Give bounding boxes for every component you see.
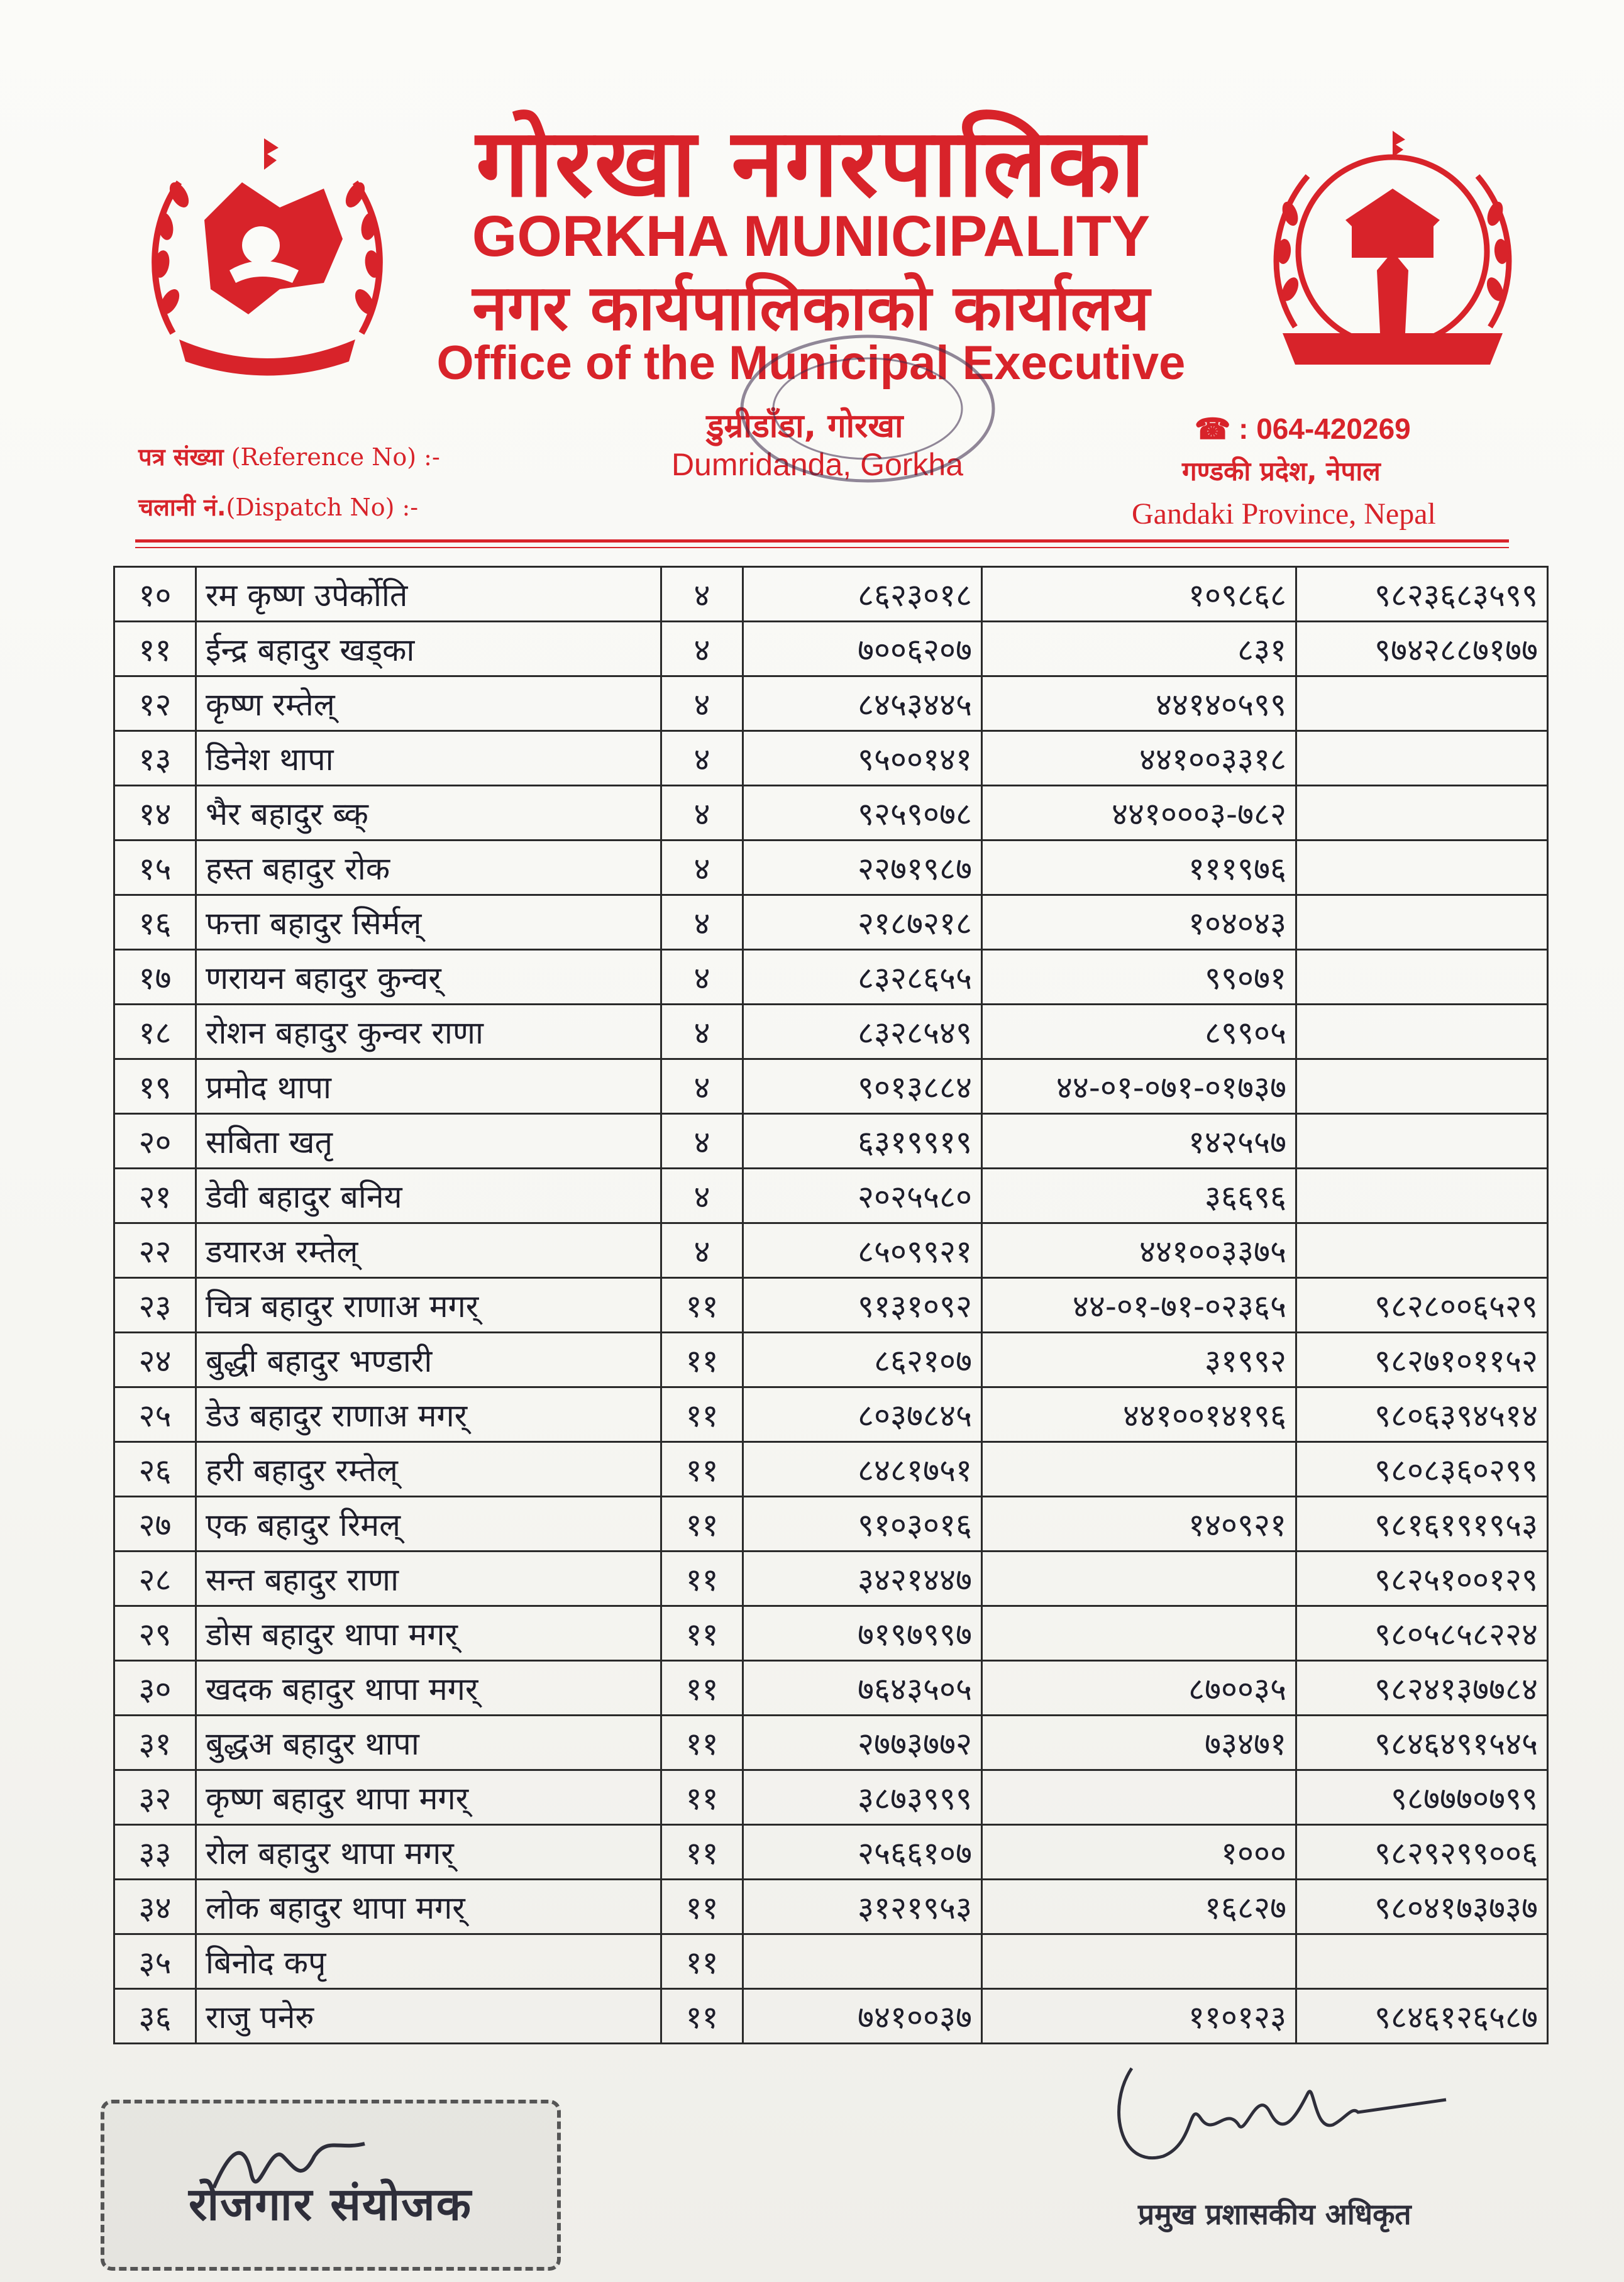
account-number-cell: ४४१०००३-७८२ bbox=[982, 786, 1296, 841]
account-number-cell: ३६६९६ bbox=[982, 1169, 1296, 1223]
header-divider bbox=[135, 539, 1509, 543]
table-row bbox=[114, 1387, 1548, 1442]
address-nepali: डुम्रीडाँडा, गोरखा bbox=[706, 407, 903, 445]
chief-officer-title: प्रमुख प्रशासकीय अधिकृत bbox=[1138, 2197, 1411, 2231]
table-row bbox=[114, 1059, 1548, 1114]
name-cell: बुद्धी बहादुर भण्डारी bbox=[196, 1333, 661, 1387]
id-number-cell: ७४१००३७ bbox=[743, 1989, 982, 2044]
table-row bbox=[114, 1825, 1548, 1880]
phone-number-cell bbox=[1296, 1169, 1548, 1223]
ward-number-cell: ११ bbox=[661, 1387, 743, 1442]
ward-number-cell: ४ bbox=[661, 1005, 743, 1059]
table-row bbox=[114, 1005, 1548, 1059]
table-row bbox=[114, 1716, 1548, 1770]
ward-number-cell: ४ bbox=[661, 950, 743, 1005]
ward-number-cell: ११ bbox=[661, 1880, 743, 1934]
phone-number-cell: ९८०८३६०२९९ bbox=[1296, 1442, 1548, 1497]
id-number-cell: ६३१९९१९ bbox=[743, 1114, 982, 1169]
ward-number-cell: ४ bbox=[661, 622, 743, 676]
ward-number-cell: ११ bbox=[661, 1333, 743, 1387]
address-english: Dumridanda, Gorkha bbox=[671, 447, 964, 482]
id-number-cell: ३८७३९९९ bbox=[743, 1770, 982, 1825]
table-row bbox=[114, 1169, 1548, 1223]
serial-number-cell: ११ bbox=[114, 622, 196, 676]
name-cell: चित्र बहादुर राणाअ मगर् bbox=[196, 1278, 661, 1333]
table-row bbox=[114, 1442, 1548, 1497]
account-number-cell: ९९०७१ bbox=[982, 950, 1296, 1005]
id-number-cell: २०२५५८० bbox=[743, 1169, 982, 1223]
name-cell: लोक बहादुर थापा मगर् bbox=[196, 1880, 661, 1934]
table-row bbox=[114, 731, 1548, 786]
municipality-title-nepali: गोरखा नगरपालिका bbox=[475, 109, 1147, 218]
account-number-cell bbox=[982, 1934, 1296, 1989]
ward-number-cell: ४ bbox=[661, 841, 743, 895]
phone-number-cell bbox=[1296, 950, 1548, 1005]
table-row bbox=[114, 786, 1548, 841]
name-cell: रोशन बहादुर कुन्वर राणा bbox=[196, 1005, 661, 1059]
chief-officer-signature-icon bbox=[1107, 2049, 1459, 2188]
name-cell: बुद्धअ बहादुर थापा bbox=[196, 1716, 661, 1770]
name-cell: सबिता खतृ bbox=[196, 1114, 661, 1169]
name-cell: बिनोद कपृ bbox=[196, 1934, 661, 1989]
account-number-cell: ८३१ bbox=[982, 622, 1296, 676]
ward-number-cell: ४ bbox=[661, 895, 743, 950]
dispatch-number-label: चलानी नं.(Dispatch No) :- bbox=[138, 493, 419, 521]
phone-number-cell: ९८२८००६५२९ bbox=[1296, 1278, 1548, 1333]
ward-number-cell: ४ bbox=[661, 567, 743, 622]
phone-number-cell: ९८२९२९९००६ bbox=[1296, 1825, 1548, 1880]
table-row bbox=[114, 1552, 1548, 1606]
gorkha-palace-emblem-icon bbox=[1257, 126, 1528, 390]
serial-number-cell: ३३ bbox=[114, 1825, 196, 1880]
table-row bbox=[114, 1333, 1548, 1387]
id-number-cell: ९१०३०१६ bbox=[743, 1497, 982, 1552]
phone-number-cell bbox=[1296, 1114, 1548, 1169]
id-number-cell: २७७३७७२ bbox=[743, 1716, 982, 1770]
table-row bbox=[114, 1880, 1548, 1934]
serial-number-cell: २७ bbox=[114, 1497, 196, 1552]
telephone-icon: ☎ bbox=[1195, 412, 1231, 445]
account-number-cell: ४४-०१-७१-०२३६५ bbox=[982, 1278, 1296, 1333]
name-cell: डयारअ रम्तेल् bbox=[196, 1223, 661, 1278]
account-number-cell bbox=[982, 1770, 1296, 1825]
name-cell: णरायन बहादुर कुन्वर् bbox=[196, 950, 661, 1005]
id-number-cell: ७००६२०७ bbox=[743, 622, 982, 676]
serial-number-cell: १८ bbox=[114, 1005, 196, 1059]
account-number-cell bbox=[982, 1442, 1296, 1497]
ward-number-cell: ११ bbox=[661, 1661, 743, 1716]
id-number-cell: ७१९७९९७ bbox=[743, 1606, 982, 1661]
serial-number-cell: १५ bbox=[114, 841, 196, 895]
account-number-cell: ४४१००१४१९६ bbox=[982, 1387, 1296, 1442]
phone-number-cell: ९८१६१९१९५३ bbox=[1296, 1497, 1548, 1552]
ward-number-cell: ४ bbox=[661, 1223, 743, 1278]
table-row bbox=[114, 1278, 1548, 1333]
phone-number-cell: ९८२५१००१२९ bbox=[1296, 1552, 1548, 1606]
ward-number-cell: ११ bbox=[661, 1278, 743, 1333]
serial-number-cell: २० bbox=[114, 1114, 196, 1169]
name-cell: हरी बहादुर रम्तेल् bbox=[196, 1442, 661, 1497]
ward-number-cell: ४ bbox=[661, 1169, 743, 1223]
name-cell: भैर बहादुर ब्क् bbox=[196, 786, 661, 841]
coordinator-signature-icon bbox=[207, 2119, 371, 2207]
ward-number-cell: ११ bbox=[661, 1716, 743, 1770]
phone-number-cell: ९८२७१०११५२ bbox=[1296, 1333, 1548, 1387]
account-number-cell: ७३४७१ bbox=[982, 1716, 1296, 1770]
serial-number-cell: ३० bbox=[114, 1661, 196, 1716]
serial-number-cell: ३२ bbox=[114, 1770, 196, 1825]
name-cell: डेउ बहादुर राणाअ मगर् bbox=[196, 1387, 661, 1442]
phone-number-cell: ९८०६३९४५१४ bbox=[1296, 1387, 1548, 1442]
serial-number-cell: ३६ bbox=[114, 1989, 196, 2044]
ward-number-cell: ४ bbox=[661, 1059, 743, 1114]
id-number-cell: ७६४३५०५ bbox=[743, 1661, 982, 1716]
serial-number-cell: ३१ bbox=[114, 1716, 196, 1770]
serial-number-cell: २३ bbox=[114, 1278, 196, 1333]
phone-number-cell bbox=[1296, 676, 1548, 731]
ward-number-cell: ४ bbox=[661, 731, 743, 786]
ward-number-cell: ४ bbox=[661, 676, 743, 731]
id-number-cell: ९२५९०७८ bbox=[743, 786, 982, 841]
ward-number-cell: ११ bbox=[661, 1552, 743, 1606]
id-number-cell bbox=[743, 1934, 982, 1989]
phone-number-cell bbox=[1296, 1005, 1548, 1059]
table-row bbox=[114, 676, 1548, 731]
table-row bbox=[114, 567, 1548, 622]
province-nepali: गण्डकी प्रदेश, नेपाल bbox=[1182, 456, 1381, 487]
account-number-cell: ११०१२३ bbox=[982, 1989, 1296, 2044]
phone-number-cell: ९८७७७०७९९ bbox=[1296, 1770, 1548, 1825]
account-number-cell: १००० bbox=[982, 1825, 1296, 1880]
serial-number-cell: २४ bbox=[114, 1333, 196, 1387]
name-cell: सन्त बहादुर राणा bbox=[196, 1552, 661, 1606]
header-divider-thin bbox=[135, 547, 1509, 548]
account-number-cell: ८७००३५ bbox=[982, 1661, 1296, 1716]
name-cell: कृष्ण बहादुर थापा मगर् bbox=[196, 1770, 661, 1825]
serial-number-cell: २१ bbox=[114, 1169, 196, 1223]
account-number-cell: ४४१४०५९९ bbox=[982, 676, 1296, 731]
table-row bbox=[114, 1770, 1548, 1825]
id-number-cell: ९१३१०९२ bbox=[743, 1278, 982, 1333]
municipality-title-english: GORKHA MUNICIPALITY bbox=[472, 204, 1151, 268]
serial-number-cell: २२ bbox=[114, 1223, 196, 1278]
id-number-cell: ८६२३०१८ bbox=[743, 567, 982, 622]
phone-number-cell bbox=[1296, 895, 1548, 950]
phone-number-cell: ९८४६४९१५४५ bbox=[1296, 1716, 1548, 1770]
table-row bbox=[114, 1606, 1548, 1661]
name-cell: राजु पनेरु bbox=[196, 1989, 661, 2044]
table-row bbox=[114, 1661, 1548, 1716]
id-number-cell: ८५०९९२१ bbox=[743, 1223, 982, 1278]
serial-number-cell: १२ bbox=[114, 676, 196, 731]
name-cell: कृष्ण रम्तेल् bbox=[196, 676, 661, 731]
stamp-label: रोजगार संयोजक bbox=[189, 2178, 473, 2230]
phone-number-cell: ९८४६१२६५८७ bbox=[1296, 1989, 1548, 2044]
name-cell: ईन्द्र बहादुर खड्का bbox=[196, 622, 661, 676]
name-cell: एक बहादुर रिमल् bbox=[196, 1497, 661, 1552]
serial-number-cell: १३ bbox=[114, 731, 196, 786]
phone-number-cell bbox=[1296, 731, 1548, 786]
id-number-cell: ८६२१०७ bbox=[743, 1333, 982, 1387]
beneficiary-table bbox=[113, 566, 1549, 2044]
phone-number-cell: ९८०५८५८२२४ bbox=[1296, 1606, 1548, 1661]
phone-number-cell bbox=[1296, 1934, 1548, 1989]
table-row bbox=[114, 1989, 1548, 2044]
phone-number-cell: ९८२३६८३५९९ bbox=[1296, 567, 1548, 622]
phone-number-cell: ९७४२८८७१७७ bbox=[1296, 622, 1548, 676]
id-number-cell: ८०३७८४५ bbox=[743, 1387, 982, 1442]
name-cell: रम कृष्ण उपेर्कोति bbox=[196, 567, 661, 622]
table-row bbox=[114, 841, 1548, 895]
office-title-nepali: नगर कार्यपालिकाको कार्यालय bbox=[472, 271, 1150, 345]
table-row bbox=[114, 895, 1548, 950]
id-number-cell: ८३२८६५५ bbox=[743, 950, 982, 1005]
serial-number-cell: १९ bbox=[114, 1059, 196, 1114]
phone-number-cell bbox=[1296, 1059, 1548, 1114]
phone-number-cell bbox=[1296, 786, 1548, 841]
serial-number-cell: ३५ bbox=[114, 1934, 196, 1989]
ward-number-cell: ४ bbox=[661, 1114, 743, 1169]
id-number-cell: ८४८१७५१ bbox=[743, 1442, 982, 1497]
id-number-cell: ९५००१४१ bbox=[743, 731, 982, 786]
name-cell: हस्त बहादुर रोक bbox=[196, 841, 661, 895]
table-row bbox=[114, 950, 1548, 1005]
serial-number-cell: २६ bbox=[114, 1442, 196, 1497]
name-cell: रोल बहादुर थापा मगर् bbox=[196, 1825, 661, 1880]
account-number-cell: १६८२७ bbox=[982, 1880, 1296, 1934]
province-english: Gandaki Province, Nepal bbox=[1132, 497, 1436, 531]
id-number-cell: २२७१९८७ bbox=[743, 841, 982, 895]
account-number-cell: १११९७६ bbox=[982, 841, 1296, 895]
serial-number-cell: २५ bbox=[114, 1387, 196, 1442]
account-number-cell bbox=[982, 1606, 1296, 1661]
account-number-cell: ४४-०१-०७१-०१७३७ bbox=[982, 1059, 1296, 1114]
phone-number-cell: ९८२४१३७७८४ bbox=[1296, 1661, 1548, 1716]
ward-number-cell: ११ bbox=[661, 1989, 743, 2044]
id-number-cell: ३४२१४४७ bbox=[743, 1552, 982, 1606]
account-number-cell: १०४०४३ bbox=[982, 895, 1296, 950]
table-row bbox=[114, 1114, 1548, 1169]
serial-number-cell: १६ bbox=[114, 895, 196, 950]
serial-number-cell: १४ bbox=[114, 786, 196, 841]
office-title-english: Office of the Municipal Executive bbox=[436, 336, 1186, 390]
id-number-cell: २५६६१०७ bbox=[743, 1825, 982, 1880]
ward-number-cell: ११ bbox=[661, 1770, 743, 1825]
phone-number-cell bbox=[1296, 1223, 1548, 1278]
serial-number-cell: १० bbox=[114, 567, 196, 622]
table-row bbox=[114, 1497, 1548, 1552]
id-number-cell: ८४५३४४५ bbox=[743, 676, 982, 731]
ward-number-cell: ११ bbox=[661, 1442, 743, 1497]
ward-number-cell: ११ bbox=[661, 1825, 743, 1880]
serial-number-cell: ३४ bbox=[114, 1880, 196, 1934]
name-cell: डेवी बहादुर बनिय bbox=[196, 1169, 661, 1223]
name-cell: डोस बहादुर थापा मगर् bbox=[196, 1606, 661, 1661]
id-number-cell: ८३२८५४९ bbox=[743, 1005, 982, 1059]
office-seal-icon bbox=[723, 327, 1012, 490]
name-cell: फत्ता बहादुर सिर्मल् bbox=[196, 895, 661, 950]
table-row bbox=[114, 1223, 1548, 1278]
account-number-cell: ८९९०५ bbox=[982, 1005, 1296, 1059]
ward-number-cell: ११ bbox=[661, 1606, 743, 1661]
table-row bbox=[114, 622, 1548, 676]
phone-number-cell bbox=[1296, 841, 1548, 895]
serial-number-cell: २९ bbox=[114, 1606, 196, 1661]
ward-number-cell: ४ bbox=[661, 786, 743, 841]
ward-number-cell: ११ bbox=[661, 1497, 743, 1552]
account-number-cell: १०९८६८ bbox=[982, 567, 1296, 622]
nepal-emblem-icon bbox=[135, 126, 399, 390]
account-number-cell: १४२५५७ bbox=[982, 1114, 1296, 1169]
account-number-cell: ३१९९२ bbox=[982, 1333, 1296, 1387]
serial-number-cell: १७ bbox=[114, 950, 196, 1005]
table-row bbox=[114, 1934, 1548, 1989]
phone-number-cell: ९८०४१७३७३७ bbox=[1296, 1880, 1548, 1934]
id-number-cell: ९०१३८८४ bbox=[743, 1059, 982, 1114]
name-cell: प्रमोद थापा bbox=[196, 1059, 661, 1114]
account-number-cell: ४४१००३३१८ bbox=[982, 731, 1296, 786]
serial-number-cell: २८ bbox=[114, 1552, 196, 1606]
account-number-cell: १४०९२१ bbox=[982, 1497, 1296, 1552]
account-number-cell bbox=[982, 1552, 1296, 1606]
phone-number: ☎ : 064-420269 bbox=[1195, 412, 1411, 445]
ward-number-cell: ११ bbox=[661, 1934, 743, 1989]
reference-number-label: पत्र संख्या (Reference No) :- bbox=[138, 443, 440, 471]
name-cell: डिनेश थापा bbox=[196, 731, 661, 786]
name-cell: खदक बहादुर थापा मगर् bbox=[196, 1661, 661, 1716]
id-number-cell: ३१२१९५३ bbox=[743, 1880, 982, 1934]
account-number-cell: ४४१००३३७५ bbox=[982, 1223, 1296, 1278]
id-number-cell: २१८७२१८ bbox=[743, 895, 982, 950]
